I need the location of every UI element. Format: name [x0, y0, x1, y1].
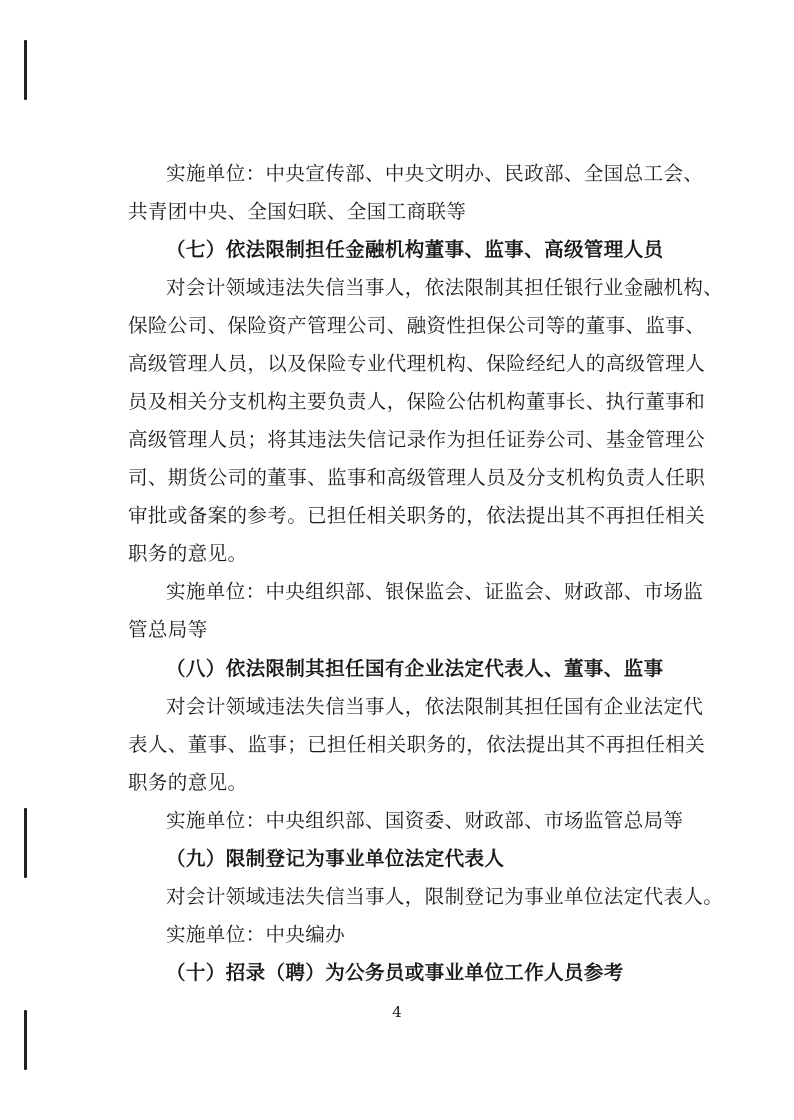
paragraph-line: 对会计领域违法失信当事人，依法限制其担任国有企业法定代	[166, 695, 704, 718]
paragraph-line: 职务的意见。	[128, 542, 248, 565]
paragraph-line: 保险公司、保险资产管理公司、融资性担保公司等的董事、监事、	[128, 314, 706, 337]
paragraph-line: 管总局等	[128, 618, 208, 641]
paragraph-line: 对会计领域违法失信当事人，限制登记为事业单位法定代表人。	[166, 885, 724, 908]
section-heading: （九）限制登记为事业单位法定代表人	[166, 847, 505, 870]
paragraph-line: 共青团中央、全国妇联、全国工商联等	[128, 200, 467, 223]
page-number: 4	[392, 1003, 402, 1021]
paragraph-line: 审批或备案的参考。已担任相关职务的，依法提出其不再担任相关	[128, 504, 706, 527]
paragraph-line: 职务的意见。	[128, 771, 248, 794]
paragraph-line: 实施单位：中央组织部、银保监会、证监会、财政部、市场监	[166, 580, 704, 603]
section-heading: （八）依法限制其担任国有企业法定代表人、董事、监事	[166, 657, 664, 680]
paragraph-line: 高级管理人员；将其违法失信记录作为担任证券公司、基金管理公	[128, 428, 706, 451]
section-heading: （十）招录（聘）为公务员或事业单位工作人员参考	[166, 961, 624, 984]
paragraph-line: 司、期货公司的董事、监事和高级管理人员及分支机构负责人任职	[128, 466, 706, 489]
paragraph-line: 表人、董事、监事；已担任相关职务的，依法提出其不再担任相关	[128, 733, 706, 756]
paragraph-line: 实施单位：中央编办	[166, 923, 346, 946]
section-heading: （七）依法限制担任金融机构董事、监事、高级管理人员	[166, 238, 664, 261]
scan-mark-middle	[24, 808, 27, 878]
paragraph-line: 高级管理人员，以及保险专业代理机构、保险经纪人的高级管理人	[128, 352, 706, 375]
paragraph-line: 实施单位：中央组织部、国资委、财政部、市场监管总局等	[166, 809, 684, 832]
scan-mark-top	[24, 40, 27, 100]
paragraph-line: 员及相关分支机构主要负责人，保险公估机构董事长、执行董事和	[128, 390, 706, 413]
paragraph-line: 实施单位：中央宣传部、中央文明办、民政部、全国总工会、	[166, 162, 704, 185]
paragraph-line: 对会计领域违法失信当事人，依法限制其担任银行业金融机构、	[166, 276, 724, 299]
